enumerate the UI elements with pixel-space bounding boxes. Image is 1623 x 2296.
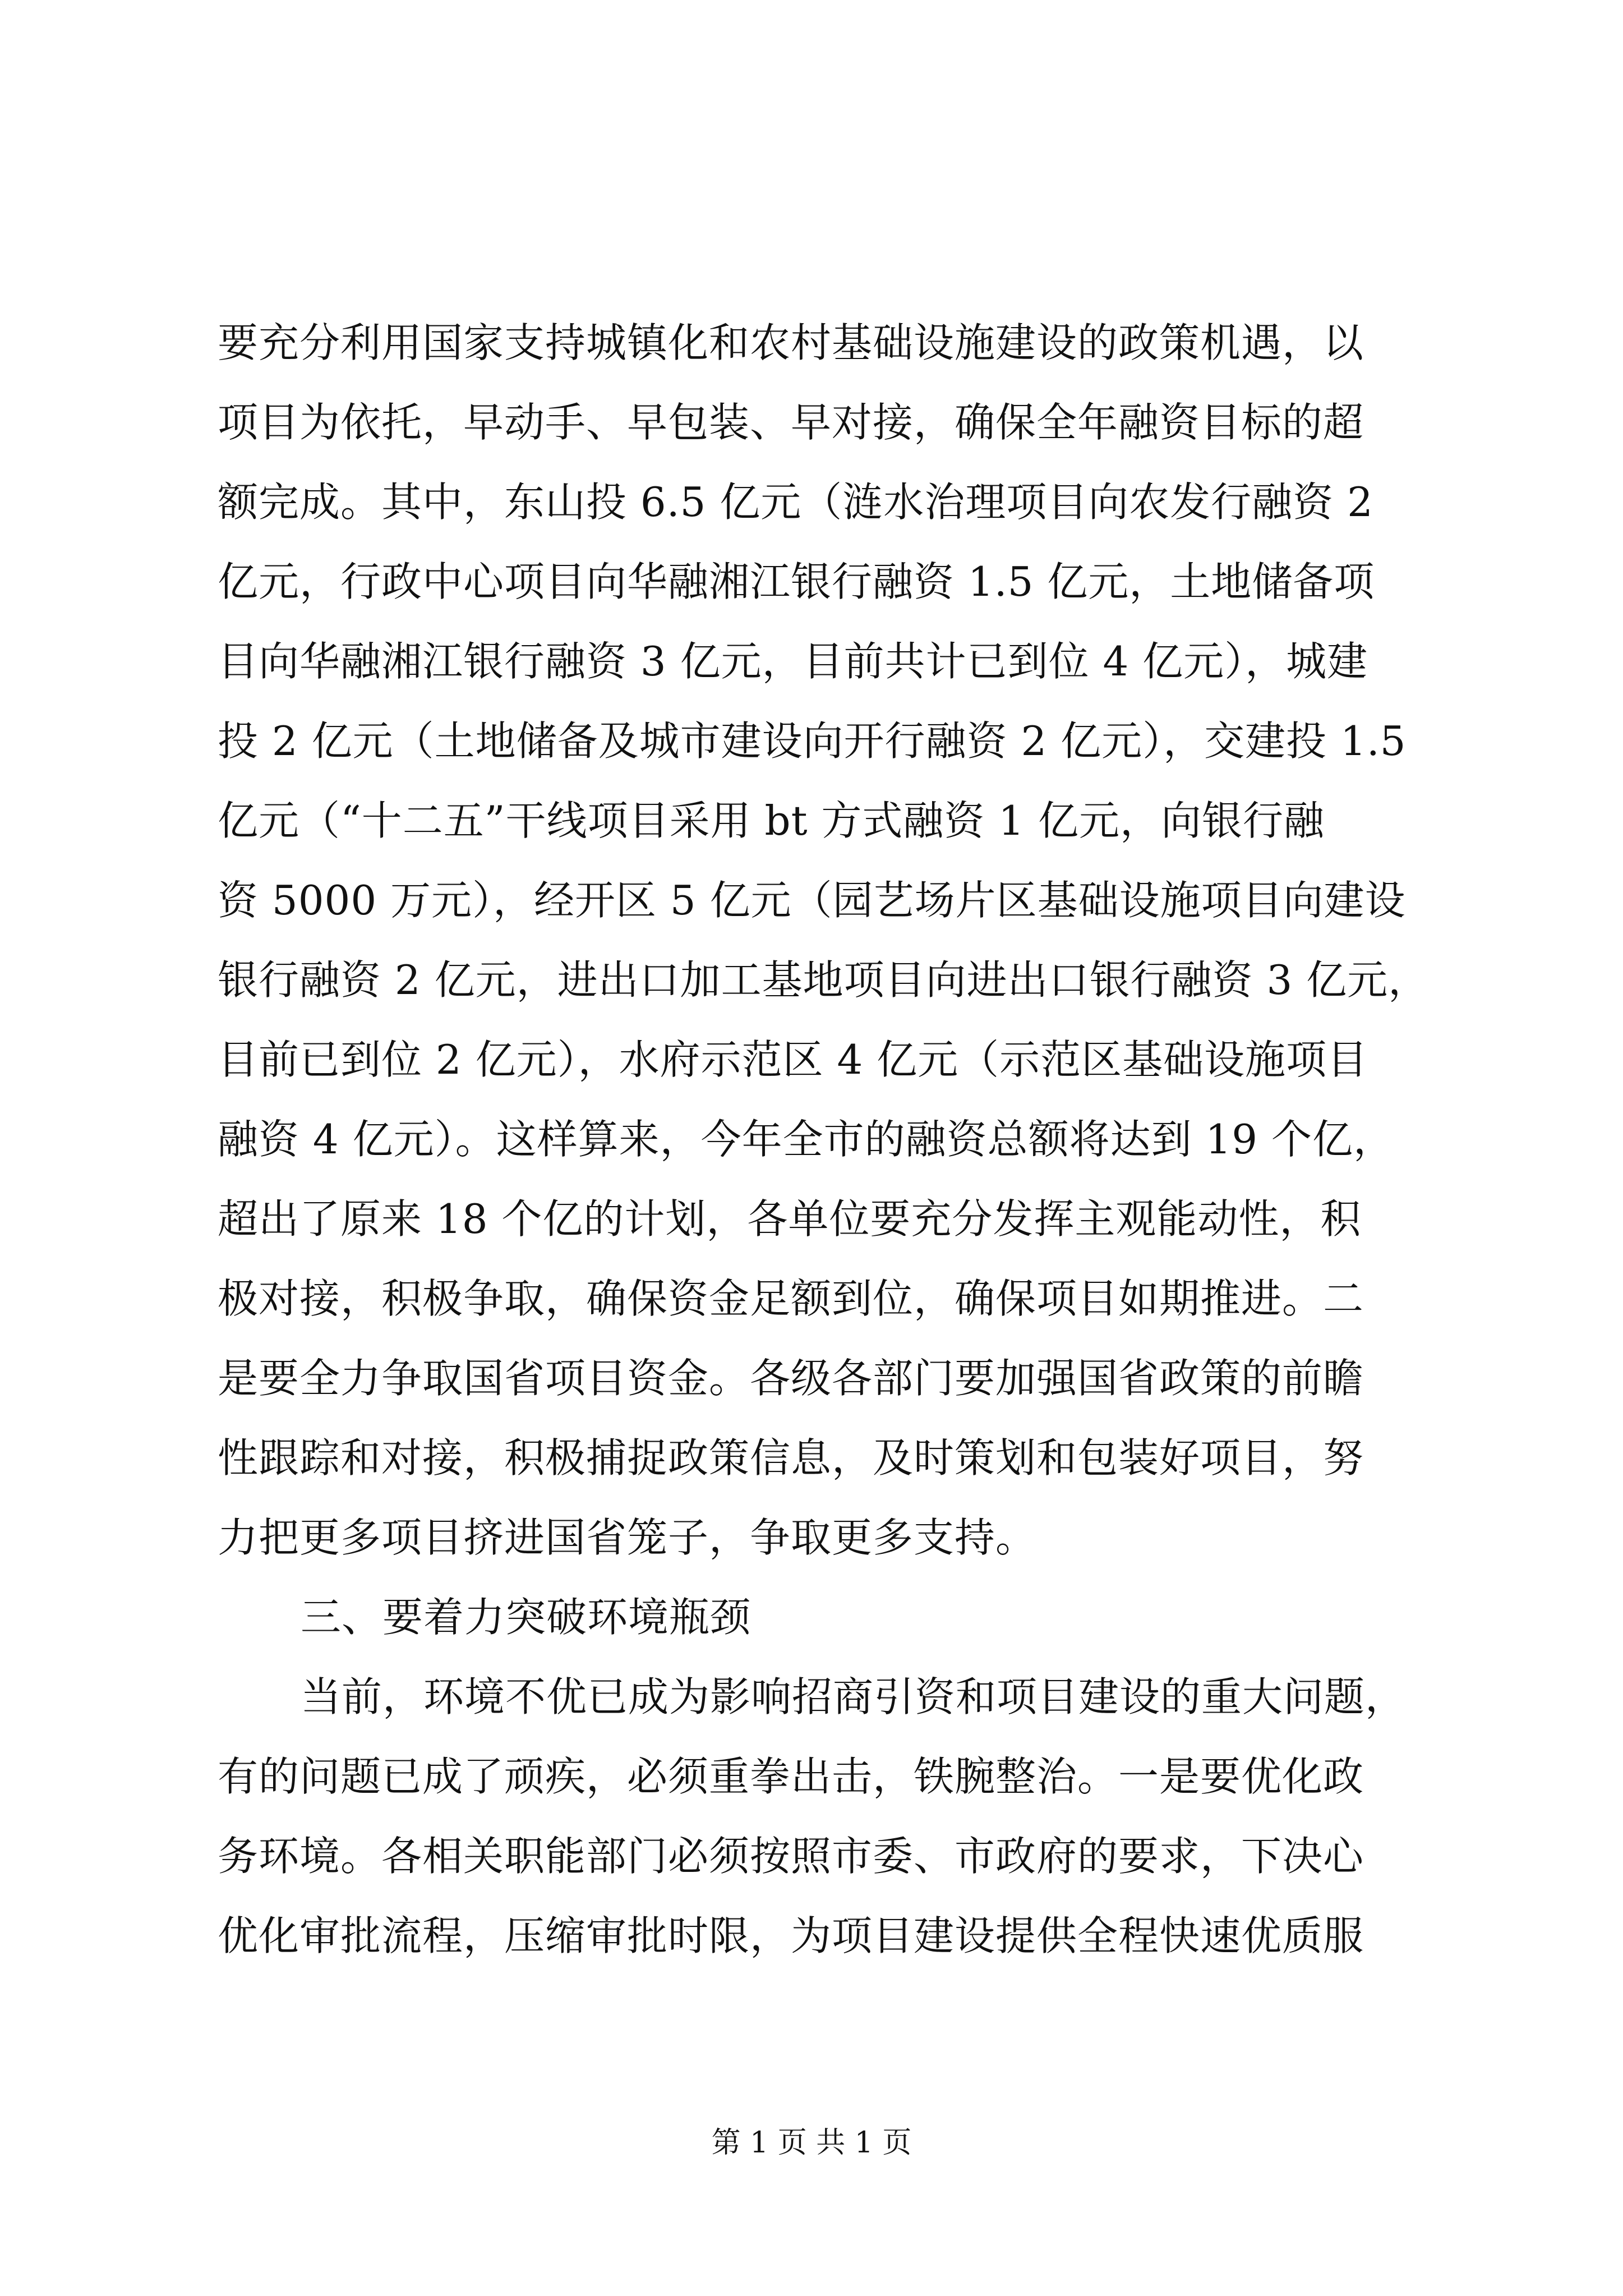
body-text: [218, 303, 1451, 1976]
text-line: 性跟踪和对接，积极捕捉政策信息，及时策划和包装好项目，努: [218, 1434, 1364, 1481]
text-line: 力把更多项目挤进国省笼子，争取更多支持。: [218, 1514, 1037, 1561]
text-line: 有的问题已成了顽疾，必须重拳出击，铁腕整治。一是要优化政: [218, 1753, 1364, 1800]
text-line: 超出了原来 18 个亿的计划，各单位要充分发挥主观能动性，积: [218, 1195, 1362, 1243]
text-line: 极对接，积极争取，确保资金足额到位，确保项目如期推进。二: [218, 1275, 1364, 1322]
text-line: 优化审批流程，压缩审批时限，为项目建设提供全程快速优质服: [218, 1912, 1364, 1959]
text-line: 目前已到位 2 亿元），水府示范区 4 亿元（示范区基础设施项目: [218, 1036, 1368, 1083]
text-line: 要充分利用国家支持城镇化和农村基础设施建设的政策机遇，以: [218, 319, 1364, 366]
text-line: 亿元（“十二五”干线项目采用 bt 方式融资 1 亿元，向银行融: [218, 797, 1325, 844]
text-line: 资 5000 万元），经开区 5 亿元（园艺场片区基础设施项目向建设: [218, 877, 1406, 924]
text-line: 项目为依托，早动手、早包装、早对接，确保全年融资目标的超: [218, 399, 1364, 446]
text-line: 额完成。其中，东山投 6.5 亿元（涟水治理项目向农发行融资 2: [218, 478, 1373, 526]
text-line: 银行融资 2 亿元，进出口加工基地项目向进出口银行融资 3 亿元，: [218, 956, 1430, 1004]
text-line: 投 2 亿元（土地储备及城市建设向开行融资 2 亿元），交建投 1.5: [218, 717, 1407, 765]
text-line: 是要全力争取国省项目资金。各级各部门要加强国省政策的前瞻: [218, 1355, 1364, 1402]
text-line: 亿元，行政中心项目向华融湘江银行融资 1.5 亿元，土地储备项: [218, 558, 1375, 605]
text-line: 务环境。各相关职能部门必须按照市委、市政府的要求，下决心: [218, 1833, 1364, 1880]
text-line: 目向华融湘江银行融资 3 亿元，目前共计已到位 4 亿元），城建: [218, 638, 1368, 685]
section-heading: 三、要着力突破环境瓶颈: [301, 1594, 751, 1641]
page-footer: 第 1 页 共 1 页: [711, 2126, 912, 2160]
text-line: 当前，环境不优已成为影响招商引资和项目建设的重大问题，: [301, 1673, 1407, 1720]
text-line: 融资 4 亿元）。这样算来，今年全市的融资总额将达到 19 个亿，: [218, 1116, 1394, 1163]
